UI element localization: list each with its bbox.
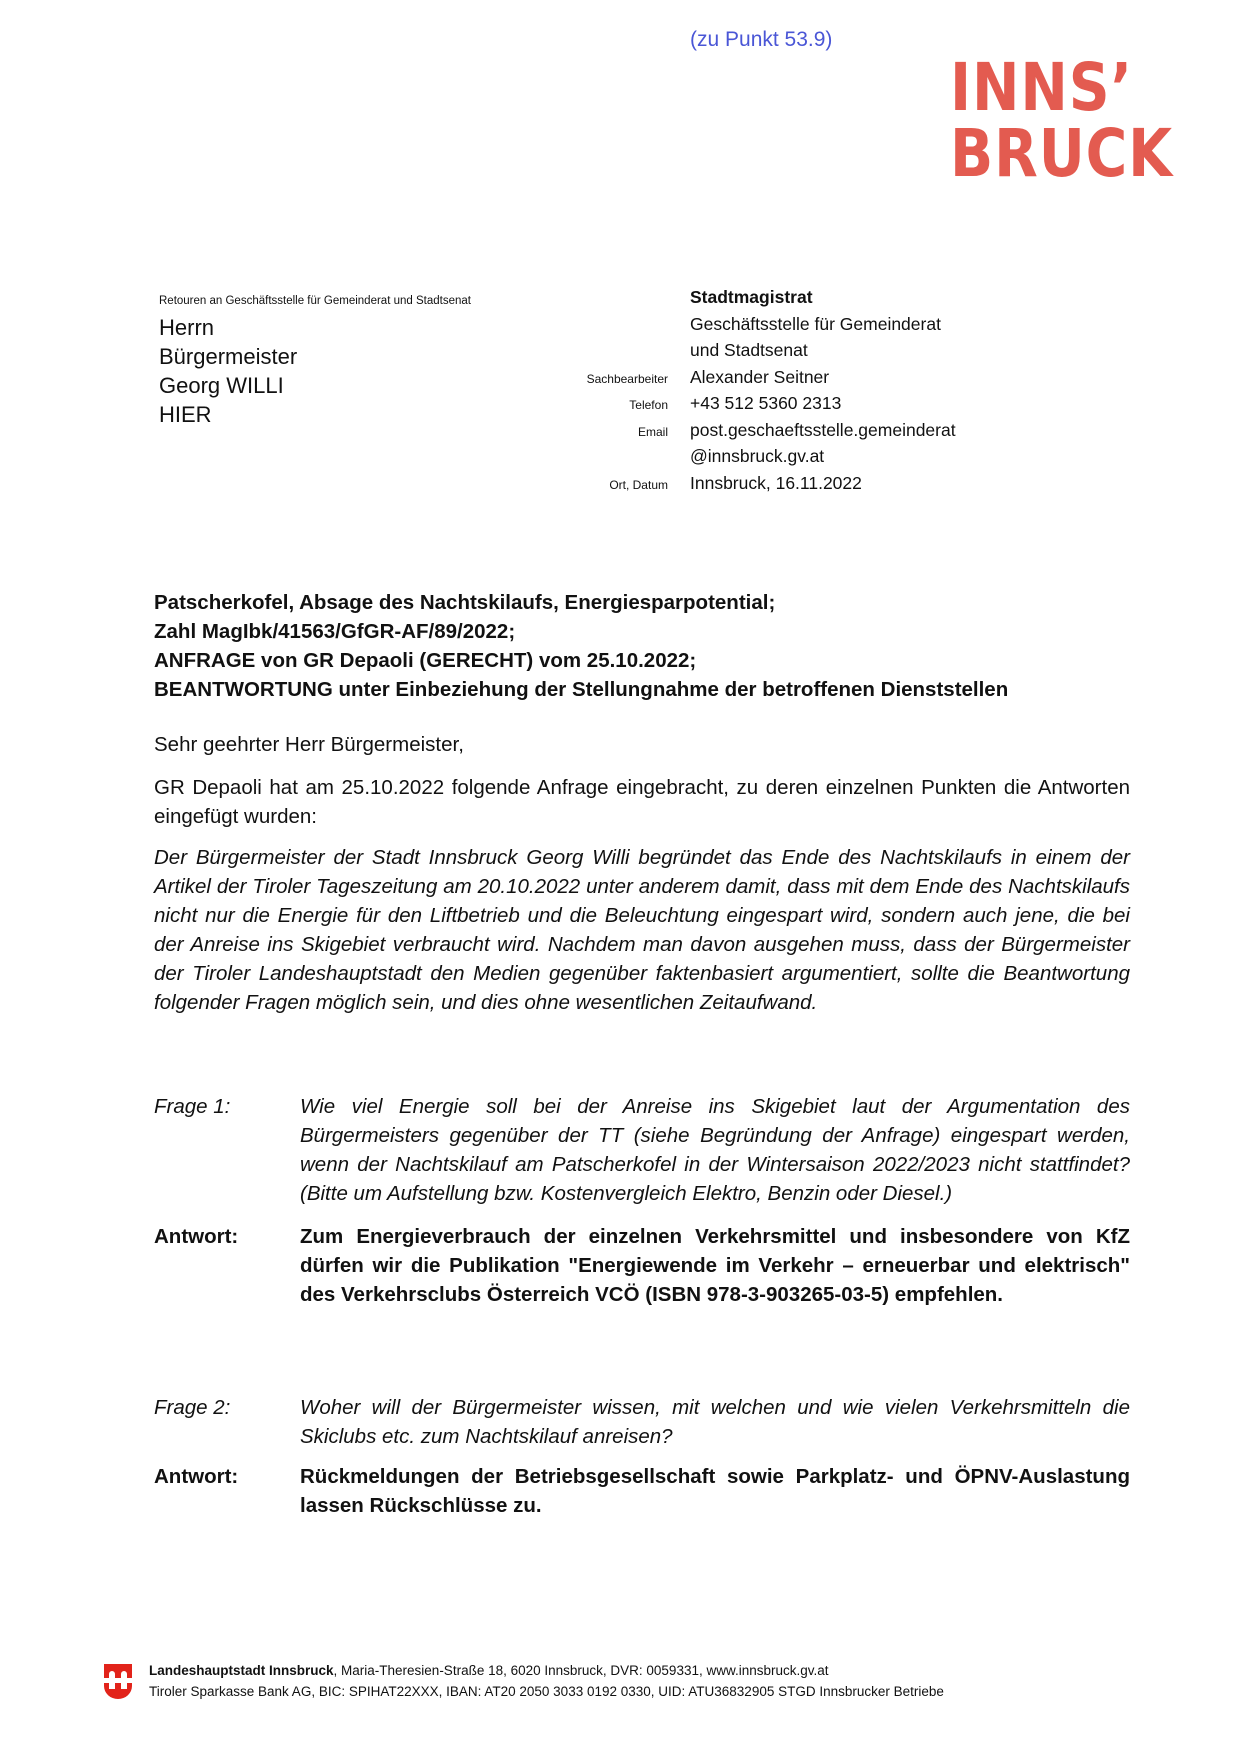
answer-text: Zum Energieverbrauch der einzelnen Verkehrsmittel und insbesondere von KfZ dürfen wir die Publikation "Energiewende im Verkehr – erneuerbar und elektrisch" des Verkehrsclubs Österreich VCÖ (ISBN 978-3-903265-03-5) empfehlen. (300, 1225, 1130, 1306)
subject-line: ANFRAGE von GR Depaoli (GERECHT) vom 25.10.2022; (154, 649, 697, 672)
question-2 (154, 1393, 1130, 1451)
innsbruck-logo (950, 49, 1174, 192)
salutation: Sehr geehrter Herr Bürgermeister, (154, 733, 464, 756)
sender-phone: +43 512 5360 2313 (690, 393, 842, 413)
sender-office-cont: und Stadtsenat (690, 340, 808, 360)
sender-label: Sachbearbeiter (586, 371, 668, 386)
answer-label: Antwort: (154, 1465, 239, 1488)
footer-line-1 (149, 1660, 944, 1681)
subject-line: Zahl MagIbk/41563/GfGR-AF/89/2022; (154, 620, 516, 643)
sender-info-block (560, 287, 1080, 499)
subject-line: Patscherkofel, Absage des Nachtskilaufs, Energiesparpotential; (154, 591, 776, 614)
sender-row (560, 287, 1080, 314)
sender-row (560, 340, 1080, 367)
answer-1 (154, 1222, 1130, 1309)
recipient-line: Herrn (159, 315, 215, 340)
sender-row (560, 393, 1080, 420)
footer-line-2: Tiroler Sparkasse Bank AG, BIC: SPIHAT22XXX, IBAN: AT20 2050 3033 0192 0330, UID: ATU36832905 STGD Innsbrucker Betriebe (149, 1684, 944, 1699)
recipient-line: HIER (159, 402, 212, 427)
agenda-reference: (zu Punkt 53.9) (690, 28, 833, 51)
question-label: Frage 1: (154, 1095, 231, 1118)
return-address-note: Retouren an Geschäftsstelle für Gemeinderat und Stadtsenat (159, 295, 471, 307)
subject-line: BEANTWORTUNG unter Einbeziehung der Stellungnahme der betroffenen Dienststellen (154, 678, 1009, 701)
innsbruck-bridge-crest-icon (103, 1662, 133, 1700)
question-text: Wie viel Energie soll bei der Anreise ins Skigebiet laut der Argumentation des Bürgermeisters gegenüber der TT (siehe Begründung der Anfrage) eingespart werden, wenn der Nachtskilauf am Patscherkofel in der Wintersaison 2022/2023 nicht stattfindet? (Bitte um Aufstellung bzw. Kostenvergleich Elektro, Benzin oder Diesel.) (300, 1095, 1130, 1205)
recipient-address (159, 313, 297, 429)
sender-place-date: Innsbruck, 16.11.2022 (690, 472, 862, 493)
recipient-line: Georg WILLI (159, 373, 284, 398)
sender-label: Ort, Datum (609, 477, 668, 492)
sender-clerk: Alexander Seitner (690, 366, 830, 387)
logo-line-1: INNS’ (950, 49, 1133, 126)
sender-label: Email (637, 424, 668, 439)
inquiry-quote: Der Bürgermeister der Stadt Innsbruck Georg Willi begründet das Ende des Nachtskilaufs in einem der Artikel der Tiroler Tageszeitung am 20.10.2022 unter anderem damit, dass mit dem Ende des Nachtskilaufs nicht nur die Energie für den Liftbetrieb und die Beleuchtung eingespart wird, sondern auch jene, die bei der Anreise ins Skigebiet verbraucht wird. Nachdem man davon ausgehen muss, dass der Bürgermeister der Tiroler Landeshauptstadt den Medien gegenüber faktenbasiert argumentiert, sollte die Beantwortung folgender Fragen möglich sein, und dies ohne wesentlichen Zeitaufwand. (154, 846, 1130, 1014)
sender-label: Telefon (629, 398, 668, 412)
sender-row (560, 314, 1080, 341)
subject-block (154, 588, 1008, 704)
sender-email: post.geschaeftsstelle.gemeinderat (690, 419, 956, 440)
intro-paragraph: GR Depaoli hat am 25.10.2022 folgende Anfrage eingebracht, zu deren einzelnen Punkten die Antworten eingefügt wurden: (154, 776, 1130, 828)
sender-office: Geschäftsstelle für Gemeinderat (690, 313, 941, 334)
question-text: Woher will der Bürgermeister wissen, mit welchen und wie vielen Verkehrsmitteln die Skiclubs etc. zum Nachtskilauf anreisen? (300, 1396, 1130, 1448)
logo-line-2: BRUCK (950, 115, 1174, 192)
sender-row (560, 473, 1080, 500)
sender-row (560, 367, 1080, 394)
answer-2 (154, 1462, 1130, 1520)
question-1 (154, 1092, 1130, 1208)
sender-department: Stadtmagistrat (690, 287, 813, 307)
sender-row (560, 446, 1080, 473)
recipient-line: Bürgermeister (159, 344, 298, 369)
letter-footer (103, 1660, 944, 1702)
answer-label: Antwort: (154, 1225, 239, 1248)
footer-address: , Maria-Theresien-Straße 18, 6020 Innsbruck, DVR: 0059331, www.innsbruck.gv.at (333, 1663, 829, 1678)
question-label: Frage 2: (154, 1396, 231, 1419)
answer-text: Rückmeldungen der Betriebsgesellschaft sowie Parkplatz- und ÖPNV-Auslastung lassen Rückschlüsse zu. (300, 1465, 1130, 1517)
sender-row (560, 420, 1080, 447)
footer-org-name: Landeshauptstadt Innsbruck (149, 1663, 334, 1678)
sender-email-domain: @innsbruck.gv.at (690, 446, 825, 466)
